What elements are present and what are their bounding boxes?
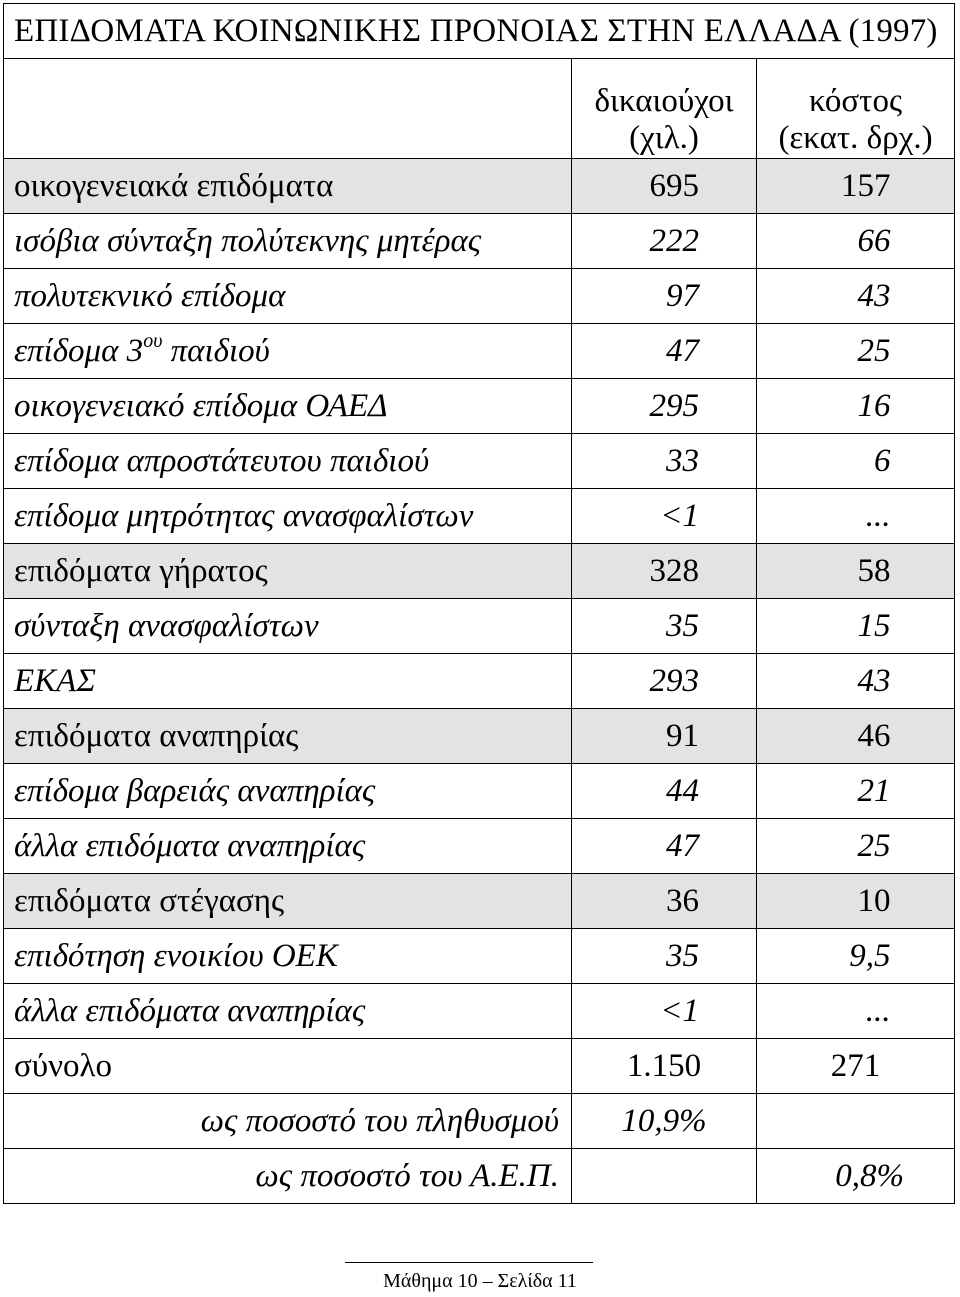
beneficiaries-cell: 97 xyxy=(572,269,757,324)
ordinal-suffix: ου xyxy=(143,329,163,352)
percent-gdp-empty xyxy=(572,1149,757,1204)
beneficiaries-cell: 47 xyxy=(572,819,757,874)
footer-rule xyxy=(345,1262,593,1263)
cost-cell: 46 xyxy=(757,709,955,764)
row-label: ισόβια σύνταξη πολύτεκνης μητέρας xyxy=(4,214,572,269)
table-row xyxy=(4,159,955,214)
beneficiaries-cell: <1 xyxy=(572,489,757,544)
row-label: επίδομα βαρειάς αναπηρίας xyxy=(4,764,572,819)
beneficiaries-cell: 44 xyxy=(572,764,757,819)
percent-population-empty xyxy=(757,1094,955,1149)
table-row xyxy=(4,929,955,984)
cost-cell: 25 xyxy=(757,324,955,379)
table-row xyxy=(4,1039,955,1094)
percent-gdp-label: ως ποσοστό του Α.Ε.Π. xyxy=(4,1149,572,1204)
row-label: πολυτεκνικό επίδομα xyxy=(4,269,572,324)
row-label: επίδομα απροστάτευτου παιδιού xyxy=(4,434,572,489)
table-row xyxy=(4,324,955,379)
beneficiaries-cell: 1.150 xyxy=(572,1039,757,1094)
beneficiaries-cell: 695 xyxy=(572,159,757,214)
beneficiaries-cell: <1 xyxy=(572,984,757,1039)
percent-population-label: ως ποσοστό του πληθυσμού xyxy=(4,1094,572,1149)
beneficiaries-cell: 328 xyxy=(572,544,757,599)
row-label: οικογενειακό επίδομα ΟΑΕΔ xyxy=(4,379,572,434)
page-footer: Μάθημα 10 – Σελίδα 11 xyxy=(383,1270,577,1292)
row-label: επιδόματα αναπηρίας xyxy=(4,709,572,764)
cost-cell: 21 xyxy=(757,764,955,819)
row-label: άλλα επιδόματα αναπηρίας xyxy=(4,819,572,874)
table-row xyxy=(4,654,955,709)
beneficiaries-cell: 47 xyxy=(572,324,757,379)
beneficiaries-cell: 222 xyxy=(572,214,757,269)
table-row xyxy=(4,709,955,764)
header-empty-cell xyxy=(4,59,572,159)
row-label: σύνολο xyxy=(4,1039,572,1094)
table-row xyxy=(4,434,955,489)
beneficiaries-cell: 293 xyxy=(572,654,757,709)
cost-cell: 9,5 xyxy=(757,929,955,984)
cost-cell: 43 xyxy=(757,654,955,709)
table-row xyxy=(4,874,955,929)
row-label: άλλα επιδόματα αναπηρίας xyxy=(4,984,572,1039)
cost-cell: 58 xyxy=(757,544,955,599)
cost-cell: 157 xyxy=(757,159,955,214)
table-row xyxy=(4,544,955,599)
row-label: οικογενειακά επιδόματα xyxy=(4,159,572,214)
beneficiaries-cell: 35 xyxy=(572,599,757,654)
row-label: επιδότηση ενοικίου ΟΕΚ xyxy=(4,929,572,984)
header-beneficiaries: δικαιούχοι (χιλ.) xyxy=(572,59,757,159)
beneficiaries-cell: 91 xyxy=(572,709,757,764)
table-row xyxy=(4,214,955,269)
row-label: ΕΚΑΣ xyxy=(4,654,572,709)
table-row xyxy=(4,489,955,544)
cost-cell: 25 xyxy=(757,819,955,874)
cost-cell: 6 xyxy=(757,434,955,489)
beneficiaries-cell: 33 xyxy=(572,434,757,489)
header-row xyxy=(4,59,955,159)
cost-cell: ... xyxy=(757,984,955,1039)
cost-cell: 15 xyxy=(757,599,955,654)
table-row xyxy=(4,269,955,324)
table-row xyxy=(4,764,955,819)
header-cost: κόστος (εκατ. δρχ.) xyxy=(757,59,955,159)
table-row xyxy=(4,379,955,434)
row-label: επίδομα μητρότητας ανασφαλίστων xyxy=(4,489,572,544)
row-label: επιδόματα γήρατος xyxy=(4,544,572,599)
cost-cell: 271 xyxy=(757,1039,955,1094)
cost-cell: 10 xyxy=(757,874,955,929)
row-label: επιδόματα στέγασης xyxy=(4,874,572,929)
percent-gdp-value: 0,8% xyxy=(757,1149,955,1204)
cost-cell: 66 xyxy=(757,214,955,269)
percent-population-value: 10,9% xyxy=(572,1094,757,1149)
benefits-table xyxy=(3,3,955,1204)
row-label: σύνταξη ανασφαλίστων xyxy=(4,599,572,654)
table-row xyxy=(4,984,955,1039)
cost-cell: 43 xyxy=(757,269,955,324)
cost-cell: 16 xyxy=(757,379,955,434)
title-row xyxy=(4,4,955,59)
table-title: ΕΠΙΔΟΜΑΤΑ ΚΟΙΝΩΝΙΚΗΣ ΠΡΟΝΟΙΑΣ ΣΤΗΝ ΕΛΛΑΔΑ (1997) xyxy=(4,4,955,59)
percent-gdp-row xyxy=(4,1149,955,1204)
beneficiaries-cell: 295 xyxy=(572,379,757,434)
table-row xyxy=(4,599,955,654)
beneficiaries-cell: 35 xyxy=(572,929,757,984)
beneficiaries-cell: 36 xyxy=(572,874,757,929)
table-row xyxy=(4,819,955,874)
percent-population-row xyxy=(4,1094,955,1149)
cost-cell: ... xyxy=(757,489,955,544)
row-label: επίδομα $3^{o\upsilon}$ παιδιού xyxy=(4,324,572,379)
